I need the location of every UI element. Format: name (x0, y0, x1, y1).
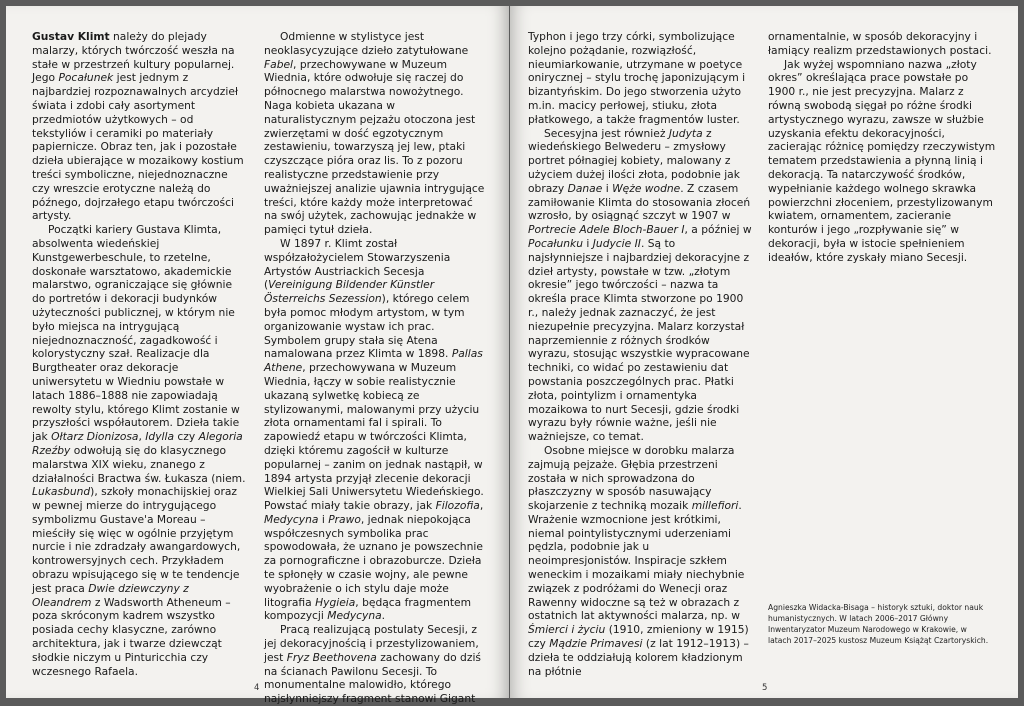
artwork-title: Judyta (668, 126, 703, 140)
paragraph (264, 237, 489, 623)
paragraph (768, 58, 998, 265)
text: ), szkoły monachijskiej oraz w pewnej mierze do intrygującego symbolizmu Gustave'a Moreau – mieściły się więc w ogólnie przyjętym nurcie i nie zdradzały awangardowych, kontrowersyjnych cech. Przykładem obrazu wpisującego się w te tendencje jest praca (32, 485, 241, 595)
paragraph (768, 30, 998, 58)
author-note: Agnieszka Widacka-Bisaga – historyk sztuki, doktor nauk humanistycznych. W latach 2006–2017 Główny Inwentaryzator Muzeum Narodowego w Krakowie, w latach 2017–2025 kustosz Muzeum Książąt Czartoryskich. (768, 603, 989, 645)
text: , będąca fragmentem kompozycji (264, 595, 472, 623)
right-column-1 (528, 30, 753, 678)
paragraph (32, 30, 247, 223)
text: Typhon i jego trzy córki, symbolizujące kolejno pożądanie, rozwiązłość, nieumiarkowanie, utrzymane w poetyce onirycznej – stylu trochę japonizującym i bizantyńskim. Do jego stworzenia użyto m.in. macicy perłowej, stiuku, złota płatkowego, a także fragmentów luster. (528, 30, 746, 126)
text: (z lat 1912–1913) – dzieła te oddziałują kolorem kładzionym na płótnie (528, 637, 749, 678)
text: . Z czasem zamiłowanie Klimta do stosowania złoceń wzrosło, by osiągnąć szczyt w 1907 w (528, 181, 751, 223)
text: , jednak niepokojąca współczesnych symbolika prac spowodowała, że uznano je powszechnie za pornograficzne i obrazoburcze. Dzieła te spłonęły w czasie wojny, ale pewne wyobrażenie o ich stylu daje może litografia (264, 512, 483, 609)
text: Jak wyżej wspomniano nazwa „złoty okres” określająca prace powstałe po 1900 r., nie jest precyzyjna. Malarz z równą swobodą sięgał po różne środki artystycznego wyrazu, zawsze w służbie uzyskania efektu dekoracyjności, zacierając różnicę pomiędzy rzeczywistym tematem przedstawienia a płynną linią i dekoracją. Ta natarczywość środków, wypełnianie każdego wolnego skrawka powierzchni złoceniem, przestylizowanym kwiatem, ornamentem, zacieranie konturów i jego „rozpływanie się” w dekoracji, była w istocie spełnieniem ideałów, które zyskały miano Secesji. (768, 57, 996, 264)
text: . Są to najsłynniejsze i najbardziej dekoracyjne z dzieł artysty, powstałe w tzw. „złotym okresie” jego twórczości – nazwa ta określa prace Klimta stworzone po 1900 r., należy jednak zaznaczyć, że jest niezupełnie precyzyjna. Malarz korzystał naprzemiennie z różnych środków wyrazu, stosując wszystkie wypracowane techniki, co widać po zestawieniu dat powstania poszczególnych prac. Płatki złota, pointylizm i ornamentyka mozaikowa to nurt Secesji, gdzie środki wyrazu były równie ważne, jeśli nie ważniejsze, co temat. (528, 236, 750, 444)
artwork-title: Węże wodne (612, 181, 681, 195)
text: , (479, 499, 484, 513)
text: i (318, 512, 329, 526)
artwork-title: Alegoria Rzeźby (32, 430, 243, 457)
author-name: Gustav Klimt (32, 30, 110, 43)
text: należy do plejady malarzy, których twórczość weszła na stałe w przestrzeń kultury popularnej. Jego (32, 30, 235, 85)
paragraph (528, 30, 753, 127)
paragraph (264, 623, 489, 706)
left-column-1 (32, 30, 247, 678)
text: ornamentalnie, w sposób dekoracyjny i łamiący realizm przedstawionych postaci. (768, 30, 992, 57)
text: Początki kariery Gustava Klimta, absolwenta wiedeńskiej Kunstgewerbeschule, to rzetelne, doskonałe warsztatowo, akademickie malarstwo, ograniczające się głównie do portretów i dekoracji budynków użyteczności publicznej, w którym nie było miejsca na intrygującą niejednoznaczność, zagadkowość i kolorystyczny szał. Realizacje dla Burgtheater oraz dekoracje uniwersytetu w Wiedniu powstałe w latach 1886–1888 nie zapowiadają rewolty stylu, którego Klimt zostanie w przyszłości współautorem. Dzieła takie jak (32, 223, 240, 444)
text: Pracą realizującą postulaty Secesji, z jej dekoracyjnością i przestylizowaniem, jest (264, 623, 479, 664)
text: , (138, 430, 146, 444)
text: , przechowywana w Muzeum Wiednia, łączy w sobie realistycznie ukazaną sylwetkę kobiecą ze stylizowanymi, malowanymi przy użyciu złota ornamentami fal i spirali. To zapowiedź etapu w twórczości Klimta, dzięki któremu zagościł w kulturze popularnej – zanim on jednak nastąpił, w 1894 artysta przyjął zlecenie dekoracji Wielkiej Sali Uniwersytetu Wiedeńskiego. Powstać miały takie obrazy, jak (264, 361, 484, 513)
paragraph (528, 444, 753, 679)
text: ), którego celem była pomoc młodym artystom, w tym organizowanie wystaw ich prac. Symbolem grupy stała się Atena namalowana przez Klimta w 1898. (264, 292, 470, 361)
text: . (381, 609, 386, 623)
text: W 1897 r. Klimt został współzałożycielem Stowarzyszenia Artystów Austriackich Secesja ( (264, 236, 451, 292)
right-page (510, 6, 1018, 698)
text: Osobne miejsce w dorobku malarza zajmują pejzaże. Głębia przestrzeni została w nich sprowadzona do płaszczyzny w sposób nasuwający skojarzenie z techniką mozaik (528, 443, 735, 513)
text: (1910, zmieniony w 1915) czy (528, 623, 749, 651)
text: , przechowywane w Muzeum Wiednia, które odwołuje się raczej do północnego malarstwa nowożytnego. Naga kobieta ukazana w naturalistycznym pejzażu otoczona jest zwierzętami w dość egzotycznym zestawieniu, towarzyszą jej lew, ptaki czyszczące pióra oraz lis. To z pozoru realistyczne przedstawienie przy uważniejszej analizie ujawnia intrygujące treści, które każdy może interpretować na swój użytek, zachowując jednakże w pamięci tytuł dzieła. (264, 57, 485, 237)
artwork-title: Danae (567, 181, 603, 195)
artwork-title: Hygieia (315, 595, 356, 609)
paragraph (32, 223, 247, 678)
text: . Wrażenie wzmocnione jest krótkimi, niemal pointylistycznymi uderzeniami pędzla, podobnie jak u neoimpresjonistów. Inspiracje szkłem weneckim i mozaikami miały niechybnie związek z podróżami do Wenecji oraz Rawenny widoczne są też w obrazach z ostatnich lat aktywności malarza, np. w (528, 499, 745, 623)
right-column-2 (768, 30, 998, 265)
artwork-title: Judycie II (592, 236, 641, 250)
text: z Wadsworth Atheneum – poza skróconym kadrem wszystko posiada cechy klasyczne, zarówno architektura, jak i twarze dziewcząt słodkie niczym u Pinturicchia czy wczesnego Rafaela. (32, 595, 231, 678)
text: czy (174, 430, 199, 444)
text: Secesyjna jest również (544, 126, 669, 140)
text: i (583, 236, 593, 250)
artwork-title: Pocałunek (58, 71, 114, 85)
text: i (602, 181, 613, 195)
artwork-title: Vereinigung Bildender Künstler Österreichs Sezession (264, 278, 435, 306)
artwork-title: Filozofia (435, 499, 480, 513)
artwork-title: Mądzie Primavesi (549, 637, 643, 651)
left-column-2 (264, 30, 489, 706)
text: zachowany do dziś na ścianach Pawilonu Secesji. To monumentalne malowidło, którego najsłynniejszy fragment stanowi Gigant (264, 650, 481, 706)
artwork-title: Medycyna (327, 609, 382, 623)
artwork-title: Prawo (328, 512, 361, 526)
page-number: 5 (762, 683, 768, 693)
artwork-title: Dwie dziewczyny z Oleandrem (32, 581, 189, 609)
text: jest jednym z najbardziej rozpoznawalnych arcydzieł świata i zdobi cały asortyment przedmiotów użytkowych – od tekstyliów i ceramiki po materiały papiernicze. Obraz ten, jak i pozostałe dzieła ubierające w mozaikowy kostium treści symboliczne, niejednoznaczne czy wreszcie erotyczne należą do późnego, dojrzałego etapu twórczości artysty. (32, 71, 244, 223)
artwork-title: Pocałunku (528, 236, 583, 250)
text: Odmienne w stylistyce jest neoklasycyzujące dzieło zatytułowane (264, 30, 469, 57)
artwork-title: Medycyna (264, 512, 319, 526)
paragraph (528, 127, 753, 444)
artwork-title: Idylla (145, 430, 175, 444)
text: z wiedeńskiego Belwederu – zmysłowy portret półnagiej kobiety, malowany z użyciem dużej ilości złota, podobnie jak obrazy (528, 126, 740, 195)
artwork-title: Portrecie Adele Bloch-Bauer I (528, 223, 685, 237)
artwork-title: Ołtarz Dionizosa (51, 430, 139, 444)
artwork-title: Pallas Athene (264, 347, 483, 375)
artwork-title: Fryz Beethovena (286, 650, 377, 664)
text: , a później w (684, 223, 752, 237)
page-number: 4 (254, 683, 260, 693)
artwork-title: Śmierci i życiu (528, 623, 606, 637)
left-page (6, 6, 509, 706)
artwork-title: Lukasbund (32, 485, 91, 499)
text: odwołują się do klasycznego malarstwa XIX wieku, znanego z działalności Bractwa św. Łukasza (niem. (32, 443, 246, 485)
artwork-title: Fabel (264, 57, 294, 71)
paragraph (264, 30, 489, 237)
artwork-title: millefiori (691, 499, 739, 513)
